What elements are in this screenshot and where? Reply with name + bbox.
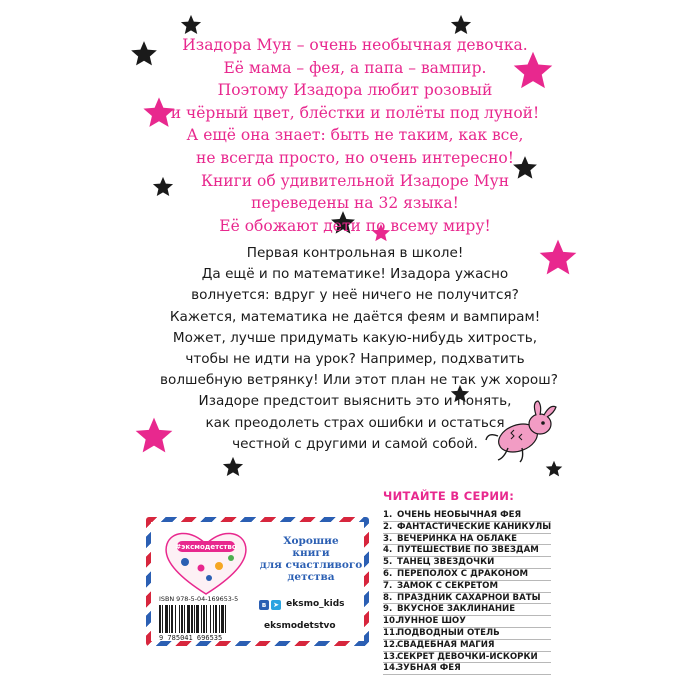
postcard-title-line: для счастливого — [259, 559, 363, 571]
series-item-title: ВЕЧЕРИНКА НА ОБЛАКЕ — [397, 533, 517, 544]
list-item — [383, 557, 551, 569]
list-item — [383, 569, 551, 581]
postcard-title — [255, 535, 367, 583]
intro-text — [120, 34, 590, 237]
series-item-number: 14. — [383, 663, 399, 674]
star-icon — [450, 14, 472, 36]
series-item-number: 5. — [383, 557, 393, 568]
postcard-title-line: Хорошие — [283, 535, 339, 547]
series-title: ЧИТАЙТЕ В СЕРИИ: — [383, 489, 515, 503]
series-item-number: 11. — [383, 627, 399, 638]
blurb-line: Да ещё и по математике! Изадора ужасно — [201, 266, 509, 283]
intro-line: Изадора Мун – очень необычная девочка. — [182, 36, 528, 54]
social-handle: eksmo_kids — [286, 599, 345, 609]
series-item-title: ОЧЕНЬ НЕОБЫЧНАЯ ФЕЯ — [397, 510, 522, 520]
blurb-line: Кажется, математика не даётся феям и вампирам! — [169, 308, 541, 325]
series-item-title: ПРАЗДНИК САХАРНОЙ ВАТЫ — [397, 592, 541, 603]
series-item-number: 8. — [383, 592, 393, 603]
blurb-line: чтобы не идти на урок? Например, подхватить — [185, 351, 525, 368]
series-item-number: 10. — [383, 616, 399, 627]
series-item-number: 9. — [383, 604, 393, 615]
list-item — [383, 663, 551, 675]
list-item — [383, 652, 551, 664]
list-item — [383, 510, 551, 522]
intro-line: Книги об удивительной Изадоре Мун — [200, 171, 510, 190]
blurb-line: как преодолеть страх ошибки и остаться — [205, 414, 505, 431]
list-item — [383, 593, 551, 605]
intro-line: и чёрный цвет, блёстки и полёты под луной! — [170, 103, 540, 122]
intro-line: Поэтому Изадора любит розовый — [217, 81, 493, 100]
series-item-number: 1. — [383, 510, 393, 520]
series-item-title: ЗАМОК С СЕКРЕТОМ — [397, 580, 499, 591]
list-item — [383, 616, 551, 628]
list-item — [383, 628, 551, 640]
intro-line: А ещё она знает: быть не таким, как все, — [186, 126, 524, 145]
bunny-mascot — [478, 400, 562, 470]
blurb-line: Первая контрольная в школе! — [246, 245, 464, 261]
blurb-line: волшебную ветрянку! Или этот план не так уж хорош? — [160, 372, 558, 389]
series-item-title: ТАНЕЦ ЗВЁЗДОЧКИ — [397, 557, 495, 568]
series-item-title: ПЕРЕПОЛОХ С ДРАКОНОМ — [397, 568, 529, 579]
barcode — [159, 605, 253, 633]
postcard-body — [151, 522, 364, 641]
site-handle: eksmodetstvo — [264, 621, 336, 631]
series-item-title: ПУТЕШЕСТВИЕ ПО ЗВЁЗДАМ — [397, 545, 539, 556]
isbn-text: ISBN 978-5-04-169653-5 — [159, 595, 239, 603]
list-item — [383, 604, 551, 616]
series-list — [383, 510, 551, 675]
heart-logo-label: #эксмодетство — [175, 543, 237, 551]
social-row — [259, 599, 345, 610]
barcode-number: 9 785041 696535 — [159, 634, 223, 642]
star-icon — [222, 456, 244, 478]
list-item — [383, 522, 551, 534]
list-item — [383, 545, 551, 557]
blurb-line: честной с другими и самой собой. — [232, 435, 478, 452]
series-item-number: 12. — [383, 639, 399, 650]
series-item-title: СВАДЕБНАЯ МАГИЯ — [397, 639, 495, 650]
publisher-postcard — [146, 517, 369, 646]
series-item-title: ЛУННОЕ ШОУ — [397, 616, 466, 627]
series-item-title: СЕКРЕТ ДЕВОЧКИ-ИСКОРКИ — [397, 651, 538, 662]
intro-line: Её мама – фея, а папа – вампир. — [223, 58, 487, 77]
series-item-title: ФАНТАСТИЧЕСКИЕ КАНИКУЛЫ — [397, 521, 551, 532]
series-item-number: 7. — [383, 580, 393, 591]
blurb-line: Изадоре предстоит выяснить это и понять, — [198, 393, 512, 410]
postcard-title-line: детства — [287, 571, 335, 583]
blurb-line: волнуется: вдруг у неё ничего не получится? — [191, 287, 519, 304]
series-item-title: ВКУСНОЕ ЗАКЛИНАНИЕ — [397, 604, 516, 615]
series-item-title: ЗУБНАЯ ФЕЯ — [397, 663, 461, 674]
series-item-number: 2. — [383, 521, 393, 532]
intro-line: переведены на 32 языка! — [251, 194, 459, 213]
telegram-icon: ➤ — [271, 600, 281, 610]
series-item-number: 4. — [383, 545, 393, 556]
series-item-title: ПОДВОДНЫЙ ОТЕЛЬ — [397, 627, 500, 638]
series-item-number: 13. — [383, 651, 399, 662]
list-item — [383, 581, 551, 593]
list-item — [383, 640, 551, 652]
star-icon — [180, 14, 202, 36]
blurb-line: Может, лучше придумать какую-нибудь хитрость, — [172, 329, 538, 346]
postcard-title-line: книги — [292, 547, 330, 559]
heart-logo — [161, 528, 251, 596]
vk-icon: в — [259, 600, 269, 610]
list-item — [383, 534, 551, 546]
intro-line: не всегда просто, но очень интересно! — [196, 148, 514, 167]
series-item-number: 6. — [383, 568, 393, 579]
intro-line: Её обожают дети по всему миру! — [219, 216, 491, 235]
series-item-number: 3. — [383, 533, 393, 544]
